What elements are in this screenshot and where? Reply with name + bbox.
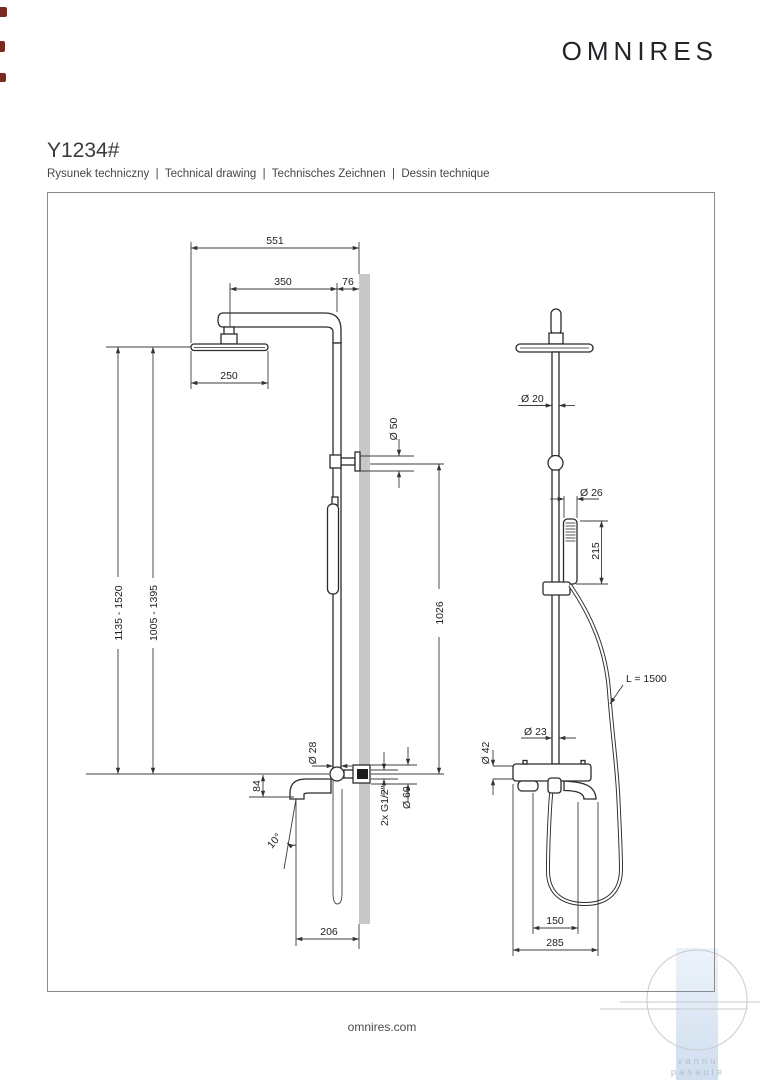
wall-section bbox=[359, 274, 370, 924]
dim-riser-diameter: Ø 28 bbox=[307, 741, 319, 765]
dim-inlet-to-outlet: 1026 bbox=[434, 601, 446, 625]
dim-spout-angle: 10° bbox=[264, 831, 285, 852]
pivot-ball bbox=[548, 456, 563, 471]
dim-spout-drop: 84 bbox=[251, 780, 263, 792]
dim-height-range-column: 1005 - 1395 bbox=[148, 584, 160, 642]
watermark-line2: pasaule bbox=[670, 1067, 726, 1078]
wall-inlet bbox=[357, 769, 368, 779]
drawing-frame bbox=[47, 192, 715, 992]
dim-handshower-diameter: Ø 26 bbox=[580, 487, 603, 499]
page-edge-mark bbox=[0, 7, 7, 17]
shower-column-side bbox=[191, 313, 370, 904]
dim-top-pipe-diameter: Ø 20 bbox=[521, 393, 544, 405]
dim-wall-flange-diameter: Ø 50 bbox=[388, 417, 400, 441]
head-collar bbox=[549, 333, 563, 344]
handshower-side bbox=[328, 504, 339, 594]
dim-height-range-head: 1135 - 1520 bbox=[113, 585, 125, 641]
mixer-ball bbox=[330, 767, 344, 781]
wall-flange bbox=[355, 452, 360, 471]
front-view bbox=[480, 309, 667, 956]
dim-handshower-length: 215 bbox=[590, 542, 602, 560]
dim-head-diameter: 250 bbox=[220, 370, 238, 382]
upper-pipe bbox=[552, 352, 559, 456]
tub-spout bbox=[290, 779, 331, 799]
handshower-grip-texture bbox=[566, 523, 576, 541]
subtitle: Rysunek techniczny | Technical drawing | Technisches Zeichnen | Dessin technique bbox=[47, 168, 490, 180]
dim-overall-reach: 551 bbox=[266, 235, 284, 247]
mixer-screw bbox=[523, 761, 527, 765]
watermark-text bbox=[656, 1056, 740, 1078]
dim-escutcheon-diameter: Ø 60 bbox=[401, 786, 413, 809]
head-joint bbox=[221, 334, 237, 344]
lower-pipe bbox=[552, 470, 559, 764]
watermark-line1: vannu bbox=[677, 1056, 719, 1067]
mixer-handle bbox=[518, 781, 538, 791]
handshower-holder bbox=[543, 582, 570, 595]
footer-url: omnires.com bbox=[347, 1020, 417, 1034]
technical-drawing bbox=[48, 193, 713, 990]
brand-logo: OMNIRES bbox=[561, 36, 718, 66]
dim-riser-diameter-front: Ø 23 bbox=[524, 726, 547, 738]
dim-hose-length: L = 1500 bbox=[626, 673, 667, 685]
dim-body-width: 285 bbox=[546, 937, 564, 949]
bracket-knob bbox=[330, 455, 341, 468]
dim-arm-projection: 350 bbox=[274, 276, 292, 288]
side-view bbox=[86, 235, 446, 949]
dim-spout-reach: 206 bbox=[320, 926, 338, 938]
dim-thread: 2x G1/2" bbox=[379, 785, 391, 826]
bracket-stem bbox=[341, 458, 355, 465]
front-view-dimensions bbox=[480, 393, 667, 956]
page-edge-mark bbox=[0, 41, 5, 52]
top-knob bbox=[551, 309, 561, 335]
page-edge-mark bbox=[0, 73, 6, 82]
spout-front bbox=[564, 781, 596, 799]
mixer-screw bbox=[581, 761, 585, 765]
diverter-knob bbox=[548, 778, 561, 793]
product-code: Y1234# bbox=[47, 139, 120, 162]
side-view-dimensions bbox=[86, 235, 446, 949]
dim-outlet-spacing: 150 bbox=[546, 915, 564, 927]
dim-wall-to-riser: 76 bbox=[342, 276, 354, 288]
dim-valve-diameter: Ø 42 bbox=[480, 741, 492, 765]
